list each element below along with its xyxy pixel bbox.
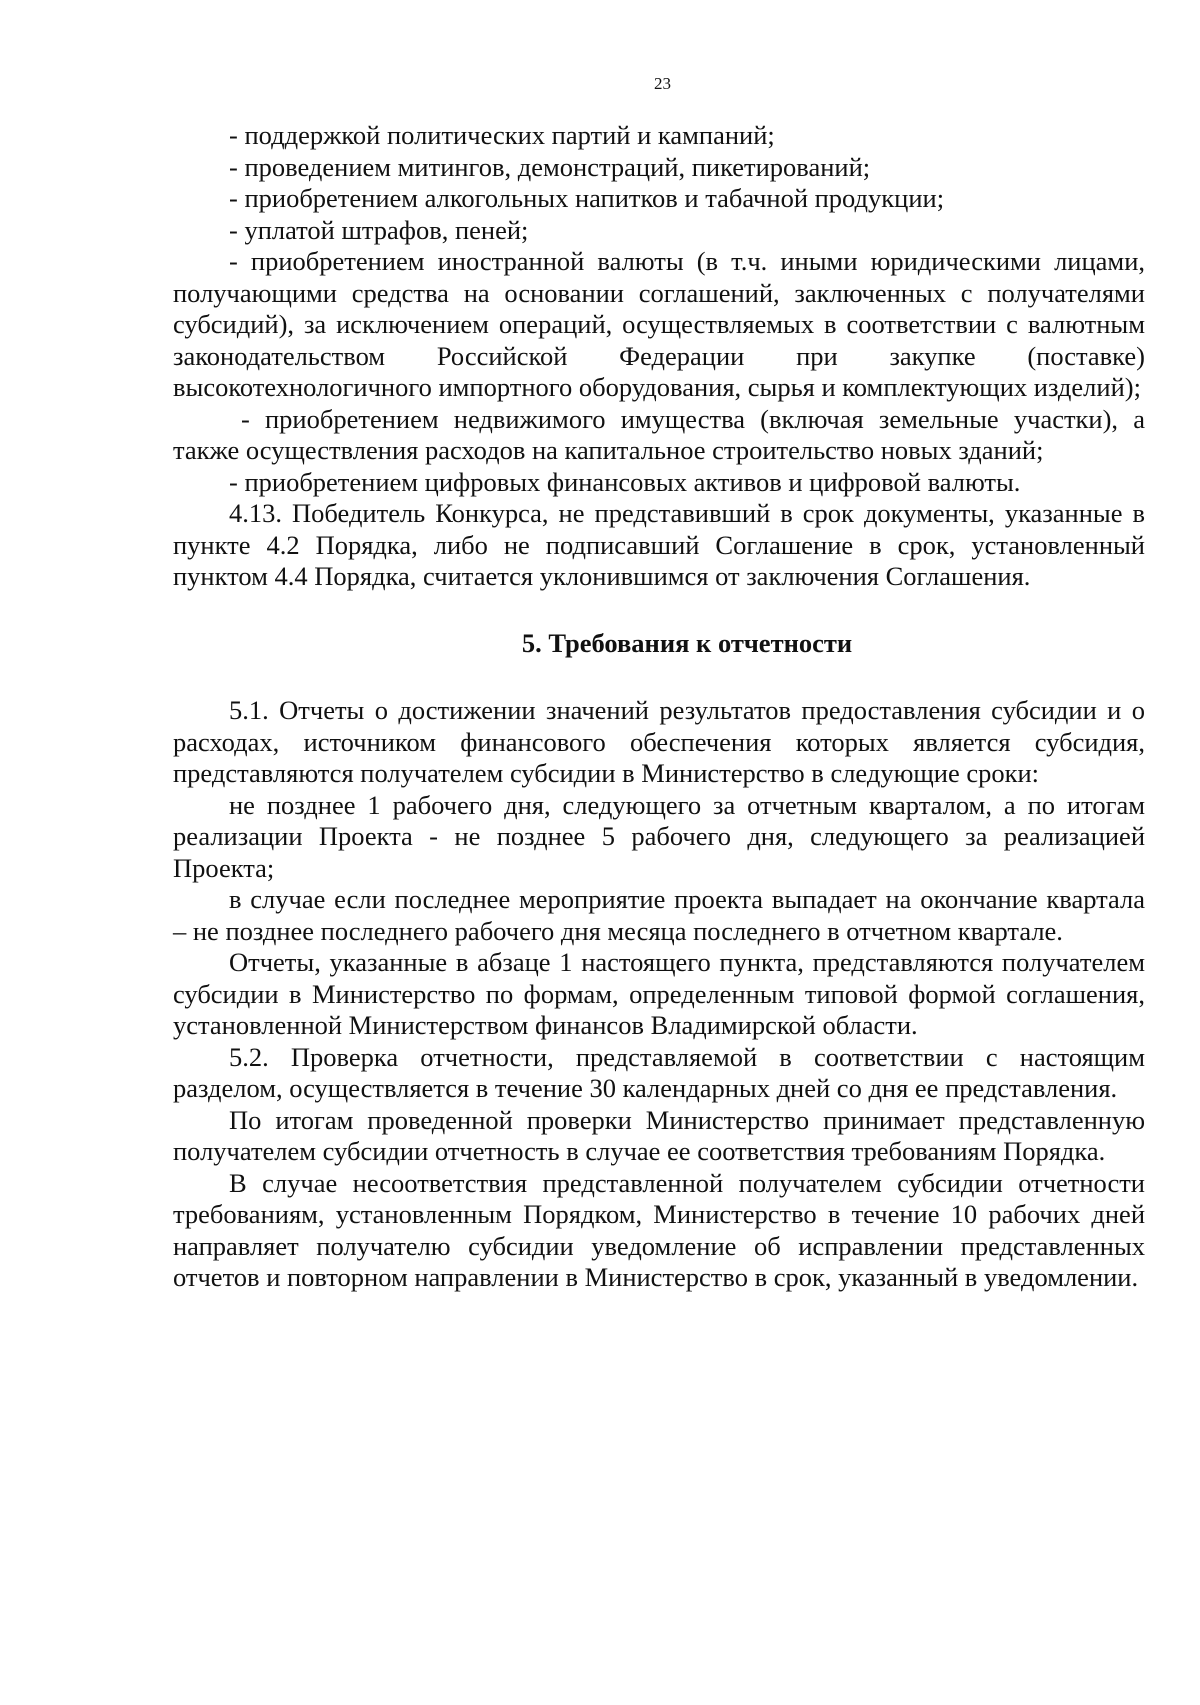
clause-5-2: 5.2. Проверка отчетности, представляемой в соответствии с настоящим разделом, осуществляется в течение 30 календарных дней со дня ее представления.	[173, 1041, 1145, 1103]
deadline-last-event: в случае если последнее мероприятие проекта выпадает на окончание квартала – не позднее последнего рабочего дня месяца последнего в отчетном квартале.	[173, 884, 1145, 946]
list-item-digital-assets: - приобретением цифровых финансовых активов и цифровой валюты.	[229, 466, 1021, 497]
list-item-currency: - приобретением иностранной валюты (в т.ч. иными юридическими лицами, получающими средства на основании соглашений, заключенных с получателями субсидий), за исключением операций, осуществляемых в соответствии с валютным законодательством Российской Федерации при закупке (поставке) высокотехнологичного импортного оборудования, сырья и комплектующих изделий);	[173, 246, 1145, 402]
document-body	[173, 120, 1145, 1294]
report-forms: Отчеты, указанные в абзаце 1 настоящего пункта, представляются получателем субсидии в Министерство по формам, определенным типовой формой соглашения, установленной Министерством финансов Владимирской области.	[173, 947, 1145, 1040]
list-item-real-estate: - приобретением недвижимого имущества (включая земельные участки), а также осуществления расходов на капитальное строительство новых зданий;	[173, 403, 1145, 465]
review-acceptance: По итогам проведенной проверки Министерство принимает представленную получателем субсидии отчетность в случае ее соответствия требованиям Порядка.	[173, 1104, 1145, 1166]
clause-4-13: 4.13. Победитель Конкурса, не представивший в срок документы, указанные в пункте 4.2 Порядка, либо не подписавший Соглашение в срок, установленный пунктом 4.4 Порядка, считается уклонившимся от заключения Соглашения.	[173, 498, 1145, 591]
list-item-alcohol: - приобретением алкогольных напитков и табачной продукции;	[229, 183, 945, 213]
list-item-parties: - поддержкой политических партий и кампаний;	[229, 120, 775, 150]
section-heading: 5. Требования к отчетности	[521, 627, 853, 658]
list-item-rallies: - проведением митингов, демонстраций, пикетирований;	[229, 151, 871, 182]
review-nonconformity: В случае несоответствия представленной получателем субсидии отчетности требованиям, установленным Порядком, Министерство в течение 10 рабочих дней направляет получателю субсидии уведомление об исправлении представленных отчетов и повторном направлении в Министерство в срок, указанный в уведомлении.	[173, 1167, 1145, 1292]
list-item-fines: - уплатой штрафов, пеней;	[229, 214, 529, 245]
page-number: 23	[654, 74, 671, 93]
clause-5-1: 5.1. Отчеты о достижении значений результатов предоставления субсидии и о расходах, источником финансового обеспечения которых является субсидия, представляются получателем субсидии в Министерство в следующие сроки:	[173, 695, 1145, 788]
deadline-quarter: не позднее 1 рабочего дня, следующего за отчетным кварталом, а по итогам реализации Проекта - не позднее 5 рабочего дня, следующего за реализацией Проекта;	[173, 789, 1145, 883]
